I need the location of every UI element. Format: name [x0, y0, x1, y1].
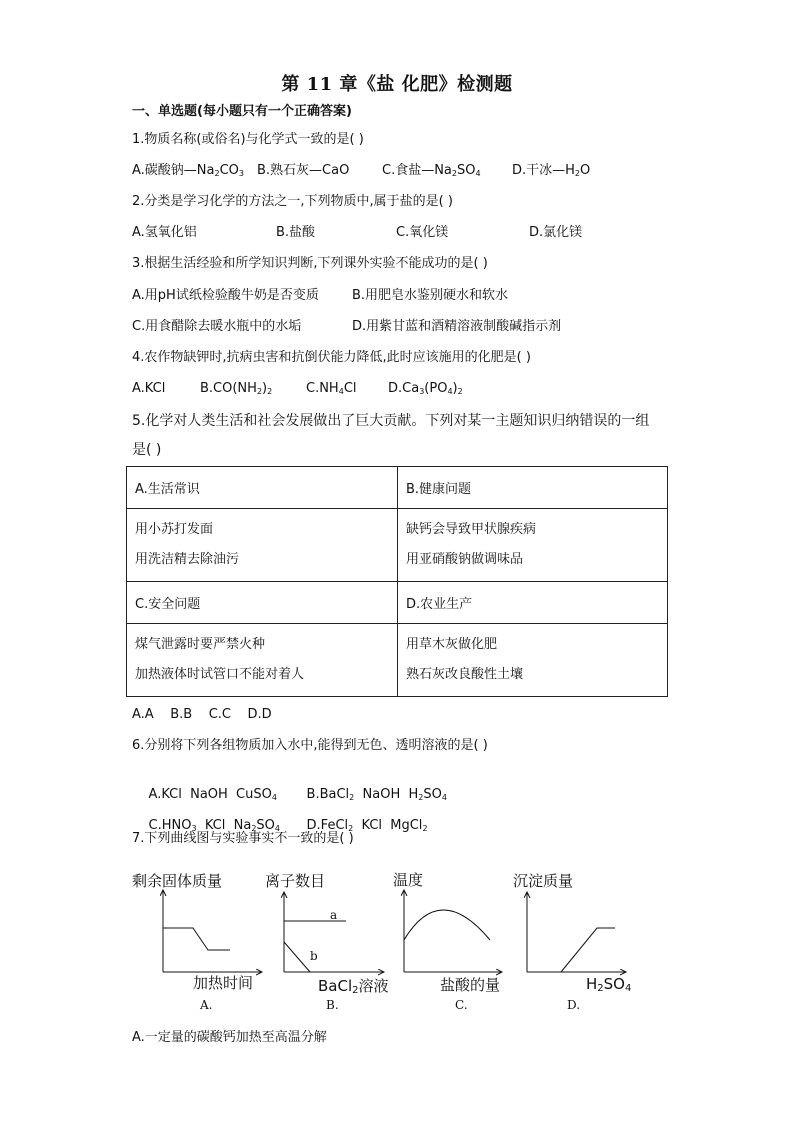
q4-option-c: $C.NH_4Cl$ [306, 381, 357, 396]
q1-option-a: A.碳酸钠$—Na_2CO_3$ [132, 163, 244, 178]
q2-option-b: B.盐酸 [276, 225, 316, 240]
graph-c [404, 890, 502, 972]
cell-line: 缺钙会导致甲状腺疾病 [406, 522, 537, 537]
graph-b-x-label: BaCl$_2$溶液 [318, 977, 389, 996]
cell-line: 熟石灰改良酸性土壤 [406, 667, 524, 682]
graph-a-curve [163, 928, 230, 950]
graph-c-tag: C. [455, 998, 468, 1012]
q1-option-d: D.干冰$—H_2O$ [512, 163, 591, 178]
question-6-stem: 6.分别将下列各组物质加入水中,能得到无色、透明溶液的是( ) [132, 738, 488, 753]
graph-d-y-label: 沉淀质量 [513, 872, 574, 890]
graph-c-curve [404, 910, 490, 940]
graph-c-y-label: 温度 [393, 871, 424, 889]
question-7-stem: 7.下列曲线图与实验事实不一致的是( ) [132, 831, 354, 846]
graph-b [284, 892, 384, 972]
graph-d-curve [561, 928, 615, 972]
table-cell: C.安全问题 [127, 582, 398, 624]
graph-a-y-label: 剩余固体质量 [132, 872, 223, 890]
question-5-stem-line1: 5.化学对人类生活和社会发展做出了巨大贡献。下列对某一主题知识归纳错误的一组 [132, 413, 650, 429]
graph-b-line-b-label: b [310, 949, 318, 963]
q1-option-b: B.熟石灰—CaO [257, 163, 350, 178]
table-cell: A.生活常识 [127, 467, 398, 509]
cell-line: 用小苏打发面 [135, 522, 214, 537]
q2-option-d: D.氯化镁 [529, 225, 583, 240]
q3-option-c: C.用食醋除去暖水瓶中的水垢 [132, 319, 302, 334]
q6-option-a: A.KCl NaOH CuSO$_4$ [148, 787, 277, 802]
q3-option-d: D.用紫甘蓝和酒精溶液制酸碱指示剂 [352, 319, 562, 334]
q3-option-a: A.用pH试纸检验酸牛奶是否变质 [132, 288, 319, 303]
cell-line: 用亚硝酸钠做调味品 [406, 552, 524, 567]
question-5-options: A.A B.B C.C D.D [132, 707, 272, 722]
question-7-option-a: A.一定量的碳酸钙加热至高温分解 [132, 1030, 327, 1045]
cell-line: 用洗洁精去除油污 [135, 552, 240, 567]
graph-a-x-label: 加热时间 [193, 974, 254, 992]
q6-option-c: $C.HNO_3$ KCl $Na_2SO_4$ [148, 818, 280, 833]
section-heading: 一、单选题(每小题只有一个正确答案) [132, 104, 352, 119]
cell-line: 加热液体时试管口不能对着人 [135, 667, 305, 682]
graph-d-x-label: $H_2SO_4$ [586, 975, 632, 994]
graph-c-x-label: 盐酸的量 [440, 976, 501, 994]
graph-b-y-label: 离子数目 [265, 872, 326, 890]
question-3-stem: 3.根据生活经验和所学知识判断,下列课外实验不能成功的是( ) [132, 256, 488, 271]
q4-option-d: $D.Ca_3(PO_4)_2$ [388, 381, 463, 396]
table-cell: D.农业生产 [398, 582, 668, 624]
q1-option-c: C.食盐$—Na_2SO_4$ [382, 163, 481, 178]
cell-line: 用草木灰做化肥 [406, 637, 498, 652]
graph-d-tag: D. [567, 998, 581, 1012]
graph-a-tag: A. [200, 998, 213, 1012]
q4-option-a: A.KCl [132, 381, 166, 396]
question-1-stem: 1.物质名称(或俗名)与化学式一致的是( ) [132, 132, 364, 147]
graph-a [163, 890, 262, 972]
q3-option-b: B.用肥皂水鉴别硬水和软水 [352, 288, 509, 303]
question-5-stem-line2: 是( ) [132, 442, 162, 458]
graph-b-line-b [284, 942, 310, 972]
q2-option-c: C.氧化镁 [396, 225, 449, 240]
question-4-stem: 4.农作物缺钾时,抗病虫害和抗倒伏能力降低,此时应该施用的化肥是( ) [132, 350, 531, 365]
q6-option-b: B.BaCl$_2$ NaOH $H_2SO_4$ [306, 787, 447, 802]
q4-option-b: $B.CO(NH_2)_2$ [200, 381, 273, 396]
q6-option-d: D.FeCl$_2$ KCl MgCl$_2$ [306, 818, 428, 833]
table-cell: B.健康问题 [398, 467, 668, 509]
cell-line: 煤气泄露时要严禁火种 [135, 637, 266, 652]
q2-option-a: A.氢氧化铝 [132, 225, 197, 240]
graph-b-line-a-label: a [330, 908, 338, 922]
question-2-stem: 2.分类是学习化学的方法之一,下列物质中,属于盐的是( ) [132, 194, 453, 209]
graph-b-tag: B. [326, 998, 339, 1012]
page-title: 第 11 章《盐 化肥》检测题 [281, 74, 513, 95]
graph-d [527, 892, 626, 972]
